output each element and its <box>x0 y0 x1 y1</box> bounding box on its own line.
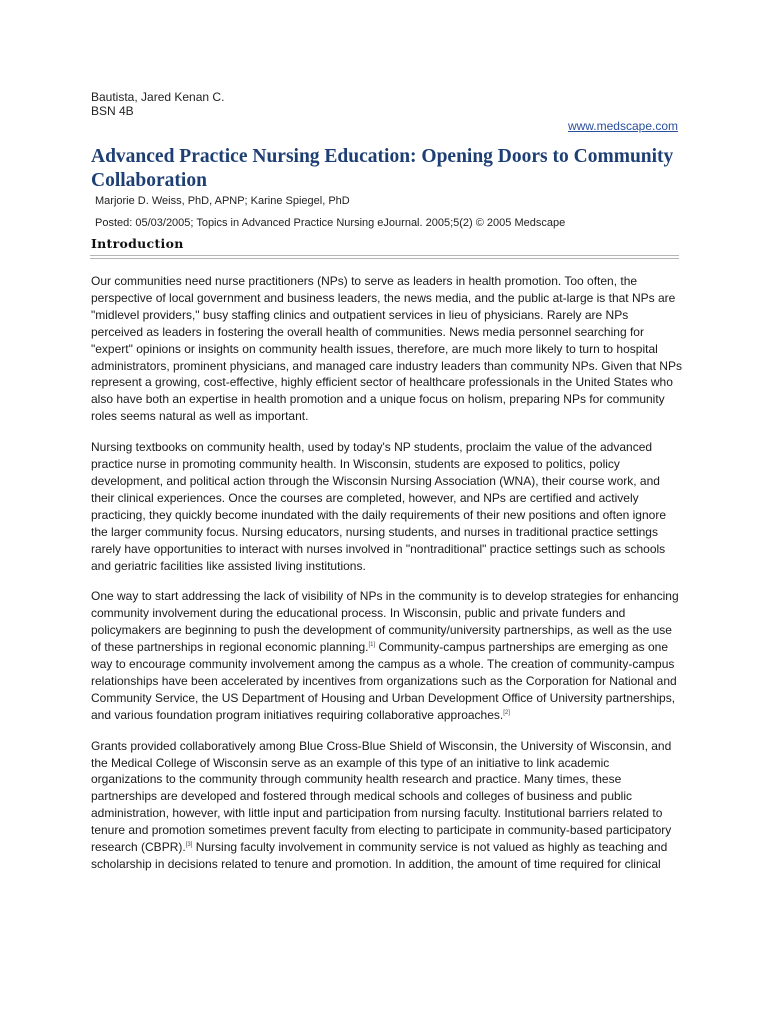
line-text: Community-campus partnerships are emerging as one <box>375 640 668 655</box>
paragraph-line: community involvement during the educational process. In Wisconsin, public and private funders and <box>91 606 626 621</box>
paragraph-line: administrators, prominent physicians, and managed care industry leaders than community NPs. Given that NPs <box>91 358 682 373</box>
body-paragraph <box>91 273 681 425</box>
citation-reference[interactable]: [3] <box>185 842 193 849</box>
citation-reference[interactable]: [2] <box>503 709 510 716</box>
paragraph-line: represent a growing, cost-effective, highly efficient sector of healthcare professionals in the United States who <box>91 375 673 390</box>
paragraph-line: Our communities need nurse practitioners (NPs) to serve as leaders in health promotion. Too often, the <box>91 274 638 288</box>
paragraph-line: rarely have opportunities to interact with nurses involved in "nontraditional" practice settings such as schools <box>91 541 666 556</box>
author-section: BSN 4B <box>91 104 134 118</box>
paragraph-line: the Medical College of Wisconsin serve as an example of this type of an initiative to link academic <box>91 755 610 770</box>
section-divider-top <box>90 255 679 256</box>
paragraph-line: partnerships are developed and fostered through medical schools and colleges of business and public <box>91 789 633 804</box>
student-info <box>91 90 224 118</box>
author-name: Bautista, Jared Kenan C. <box>91 90 225 104</box>
paragraph-line <box>91 839 681 856</box>
paragraph-line: "expert" opinions or insights on community health issues, therefore, are much more likely to turn to hospital <box>91 341 658 356</box>
paragraph-line: perceived as leaders in fostering the overall health of communities. News media personnel searching for <box>91 324 644 339</box>
paragraph-line: tenure and promotion sometimes prevent faculty from electing to participate in community-based participatory <box>91 823 672 838</box>
paragraph-line: the larger community focus. Nursing educators, nursing students, and nurses in traditional practice settings <box>91 524 658 539</box>
paragraph-line <box>91 707 681 724</box>
line-text: of these partnerships in regional economic planning. <box>91 640 369 655</box>
paragraph-line: perspective of local government and business leaders, the news media, and the public at-large is that NPs are <box>91 290 676 305</box>
paragraph-line: "midlevel providers," busy staffing clinics and outpatient services in lieu of physicians. Rarely are NPs <box>91 307 629 322</box>
paragraph-line: also have both an expertise in health promotion and a unique focus on holism, preparing NPs for community <box>91 392 665 407</box>
paragraph-line: policymakers are beginning to push the development of community/university partnerships, as well as the use <box>91 623 672 638</box>
paragraph-line: and geriatric facilities like assisted living institutions. <box>91 558 366 573</box>
paragraph-line: their clinical experiences. Once the courses are completed, however, and NPs are certified and actively <box>91 490 639 505</box>
body-paragraph <box>91 439 681 574</box>
citation-reference[interactable]: [1] <box>368 642 376 649</box>
section-divider-bottom <box>90 258 679 259</box>
article-title: Advanced Practice Nursing Education: Opening Doors to Community Collaboration <box>91 146 674 191</box>
paragraph-line: organizations to the community through community health research and practice. Many times, these <box>91 772 622 787</box>
source-link[interactable]: www.medscape.com <box>567 119 678 133</box>
paragraph-line: development, and political action through the Wisconsin Nursing Association (WNA), their course work, and <box>91 473 660 488</box>
paragraph-line: scholarship in decisions related to tenure and promotion. In addition, the amount of time required for clinical <box>91 857 661 871</box>
paragraph-line: One way to start addressing the lack of visibility of NPs in the community is to develop strategies for enhancing <box>91 589 679 604</box>
paragraph-line <box>91 639 681 656</box>
section-heading-introduction: Introduction <box>91 236 184 251</box>
line-text: and various foundation program initiatives requiring collaborative approaches. <box>91 707 504 722</box>
paragraph-line: roles seems natural as well as important. <box>91 409 309 424</box>
paragraph-line: practicing, they quickly become inundated with the daily requirements of their new positions and often ignore <box>91 507 666 522</box>
article-authors: Marjorie D. Weiss, PhD, APNP; Karine Spiegel, PhD <box>95 195 350 207</box>
posted-info: Posted: 05/03/2005; Topics in Advanced Practice Nursing eJournal. 2005;5(2) © 2005 Medscape <box>95 217 566 229</box>
body-paragraph <box>91 738 681 873</box>
line-text: Nursing faculty involvement in community service is not valued as highly as teaching and <box>192 840 668 855</box>
paragraph-line: way to encourage community involvement among the campus as a whole. The creation of community-campus <box>91 657 675 672</box>
paragraph-line: administration, however, with little input and participation from nursing faculty. Institutional barriers related to <box>91 806 663 821</box>
paragraph-line: Community Service, the US Department of Housing and Urban Development Office of University partnerships, <box>91 690 676 705</box>
article-body <box>91 273 681 887</box>
paragraph-line: Grants provided collaboratively among Blue Cross-Blue Shield of Wisconsin, the University of Wisconsin, and <box>91 738 672 753</box>
paragraph-line: Nursing textbooks on community health, used by today's NP students, proclaim the value of the advanced <box>91 440 653 455</box>
paragraph-line: practice nurse in promoting community health. In Wisconsin, students are exposed to politics, policy <box>91 457 620 472</box>
line-text: research (CBPR). <box>91 840 186 855</box>
paragraph-line: relationships have been accelerated by incentives from organizations such as the Corporation for National and <box>91 673 677 688</box>
body-paragraph <box>91 588 681 723</box>
